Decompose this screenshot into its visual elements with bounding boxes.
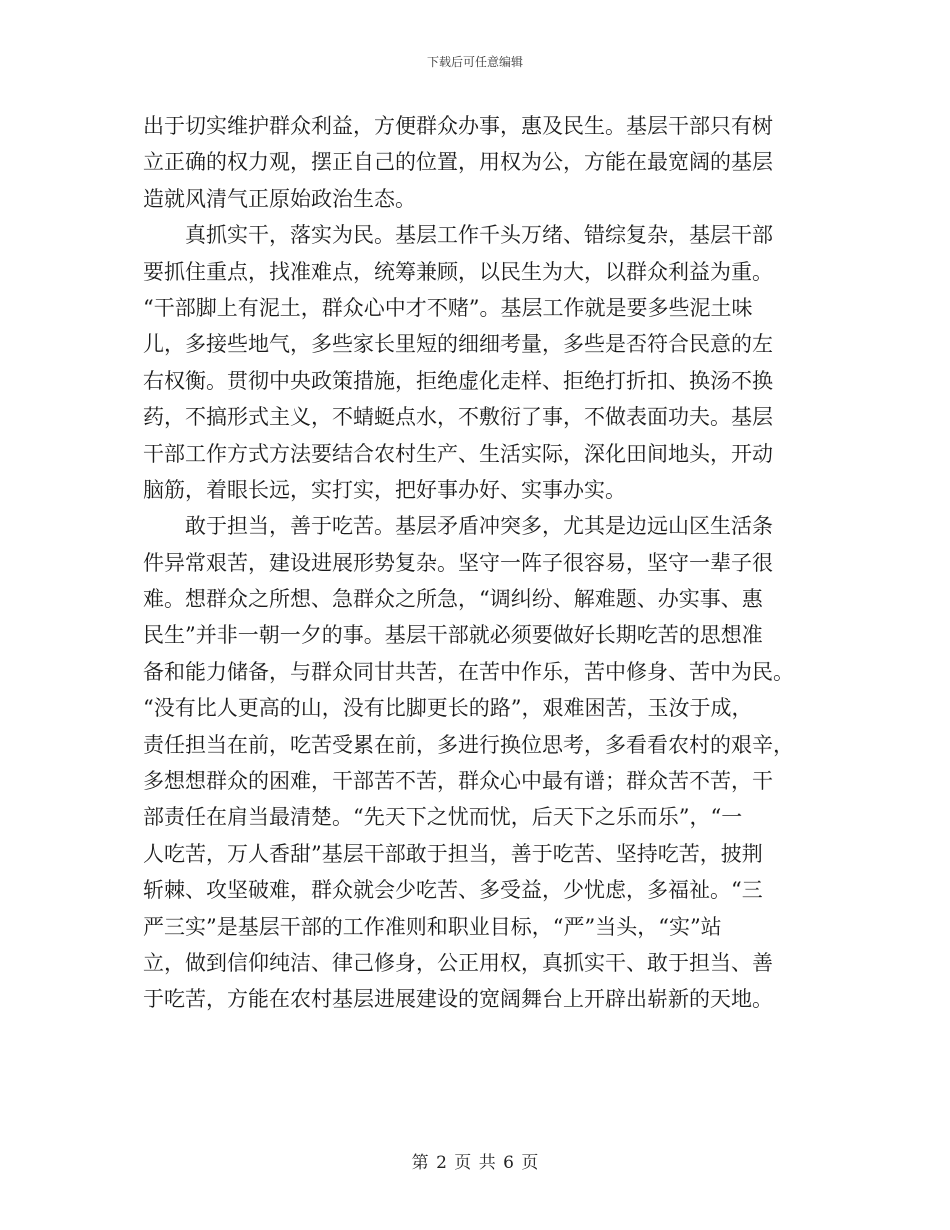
text-line: “没有比人更高的山，没有比脚更长的路”，艰难困苦，玉汝于成，: [143, 696, 753, 721]
text-line: 儿，多接些地气，多些家长里短的细细考量，多些是否符合民意的左: [143, 332, 773, 357]
text-line: 件异常艰苦，建设进展形势复杂。坚守一阵子很容易，坚守一辈子很: [143, 550, 773, 575]
text-line: 立正确的权力观，摆正自己的位置，用权为公，方能在最宽阔的基层: [143, 150, 773, 175]
text-line: 敢于担当，善于吃苦。基层矛盾冲突多，尤其是边远山区生活条: [143, 514, 773, 539]
page-header: 下载后可任意编辑: [426, 55, 523, 69]
text-line: 难。想群众之所想、急群众之所急，“调纠纷、解难题、办实事、惠: [143, 587, 763, 612]
text-line: 多想想群众的困难，干部苦不苦，群众心中最有谱；群众苦不苦，干: [143, 769, 773, 794]
text-line: 严三实”是基层干部的工作准则和职业目标，“严”当头，“实”站: [143, 914, 722, 939]
text-line: 人吃苦，万人香甜”基层干部敢于担当，善于吃苦、坚持吃苦，披荆: [143, 841, 763, 866]
text-line: 部责任在肩当最清楚。“先天下之忧而忧，后天下之乐而乐”，“一: [143, 805, 743, 830]
text-line: 要抓住重点，找准难点，统筹兼顾，以民生为大，以群众利益为重。: [143, 259, 773, 284]
text-line: 立，做到信仰纯洁、律己修身，公正用权，真抓实干、敢于担当、善: [143, 950, 773, 975]
page-number-footer: 第 2 页 共 6 页: [411, 1153, 539, 1173]
text-line: 右权衡。贯彻中央政策措施，拒绝虚化走样、拒绝打折扣、换汤不换: [143, 368, 773, 393]
text-line: 于吃苦，方能在农村基层进展建设的宽阔舞台上开辟出崭新的天地。: [143, 987, 773, 1012]
text-line: 干部工作方式方法要结合农村生产、生活实际，深化田间地头，开动: [143, 441, 773, 466]
text-line: 备和能力储备，与群众同甘共苦，在苦中作乐，苦中修身、苦中为民。: [143, 659, 794, 684]
text-line: 脑筋，着眼长远，实打实，把好事办好、实事办实。: [143, 477, 626, 502]
text-line: “干部脚上有泥土，群众心中才不赌”。基层工作就是要多些泥土味: [143, 295, 753, 320]
text-line: 造就风清气正原始政治生态。: [143, 186, 416, 211]
text-line: 出于切实维护群众利益，方便群众办事，惠及民生。基层干部只有树: [143, 114, 773, 138]
text-line: 斩棘、攻坚破难，群众就会少吃苦、多受益，少忧虑，多福祉。“三: [143, 878, 763, 903]
document-body: [143, 108, 807, 1018]
text-line: 药，不搞形式主义，不蜻蜓点水，不敷衍了事，不做表面功夫。基层: [143, 405, 773, 430]
text-line: 民生”并非一朝一夕的事。基层干部就必须要做好长期吃苦的思想准: [143, 623, 763, 648]
text-line: 真抓实干，落实为民。基层工作千头万绪、错综复杂，基层干部: [143, 223, 773, 248]
text-line: 责任担当在前，吃苦受累在前，多进行换位思考，多看看农村的艰辛，: [143, 732, 794, 757]
